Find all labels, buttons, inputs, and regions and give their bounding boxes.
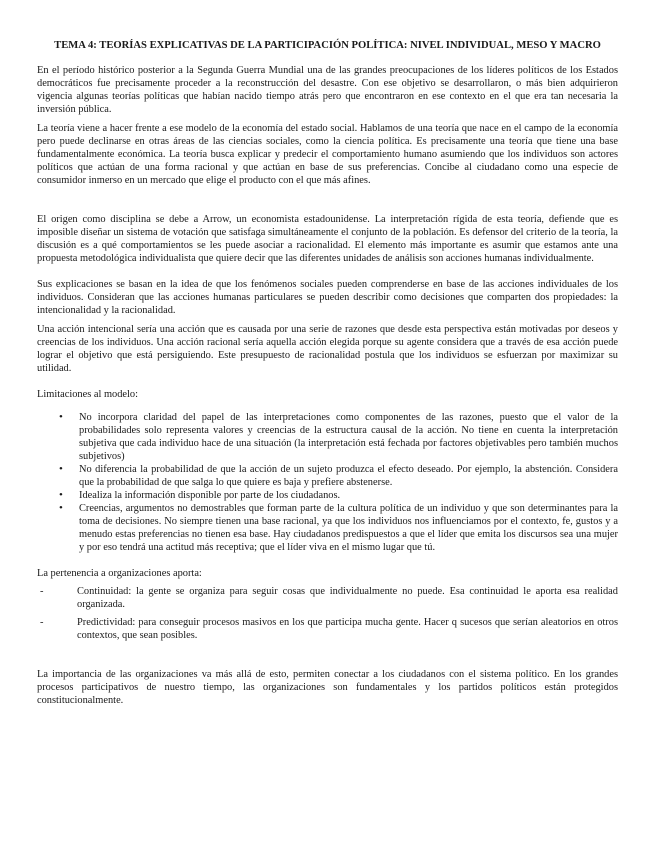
list-item: • Creencias, argumentos no demostrables que forman parte de la cultura política de un individuo y que son determinantes para la toma de decisiones. No siempre tienen una base racional, ya que los individuos nos influenciamos por el contexto, fe, gustos y a menudo estas preferencias no tienen esa base. Hay ciudadanos predispuestos a que el líder que emita los discursos sea una mujer y por eso tendrá una actitud más receptiva; que el líder viva en el mismo lugar que tú. xyxy=(37,502,618,554)
document-title: TEMA 4: TEORÍAS EXPLICATIVAS DE LA PARTICIPACIÓN POLÍTICA: NIVEL INDIVIDUAL, MESO Y MACRO xyxy=(54,40,601,51)
paragraph-arrow: El origen como disciplina se debe a Arrow, un economista estadounidense. La interpretación rígida de esta teoría, defiende que es imposible diseñar un sistema de votación que satisfaga simultáneamente el conjunto de la población. Es defensor del criterio de la teoría, la discusión es a qué comportamientos se les puede asociar a racionalidad. El elemento más importante es asumir que estamos ante una propuesta metodológica individualista que quiere decir que las diferentes unidades de análisis son acciones humanas individualmente. xyxy=(37,214,618,264)
list-item: • Idealiza la información disponible por parte de los ciudadanos. xyxy=(37,489,618,502)
organizations-heading: La pertenencia a organizaciones aporta: xyxy=(37,568,202,579)
paragraph-postwar: En el período histórico posterior a la Segunda Guerra Mundial una de las grandes preocupaciones de los líderes políticos de los Estados democráticos fue precisamente proceder a la reconstrucción del desastre. Con ese objetivo se desarrollaron, o más bien adquirieron vigencia algunas teorías políticas que habían nacido tiempo atrás pero que encontraron en ese contexto en el que era tan necesaria la inversión pública. xyxy=(37,65,618,115)
limitations-list xyxy=(37,411,618,554)
list-item: - Continuidad: la gente se organiza para seguir cosas que individualmente no puede. Esa continuidad le aporta esa realidad organizada. xyxy=(37,585,618,611)
organizations-list xyxy=(37,585,618,642)
paragraph-theory: La teoría viene a hacer frente a ese modelo de la economía del estado social. Hablamos de una teoría que nace en el campo de la economía pero puede declinarse en otras áreas de las ciencias sociales, como la ciencia política. Es precisamente una teoría que tiene una base fundamentalmente económica. La teoría busca explicar y predecir el comportamiento humano asumiendo que los individuos son actores políticos que actúan de una forma racional y que actúan en base de sus preferencias. Concibe al ciudadano como una especie de consumidor inmerso en un mercado que elige el producto con el que más afines. xyxy=(37,123,618,186)
list-item: • No incorpora claridad del papel de las interpretaciones como componentes de las razones, puesto que el valor de la probabilidades solo representa valores y creencias de la estructura causal de la acción. No tiene en cuenta la interpretación subjetiva que cada individuo hace de una situación (la interpretación está fechada por factores objetivables pero también muchos subjetivos) xyxy=(37,411,618,463)
paragraph-explanations: Sus explicaciones se basan en la idea de que los fenómenos sociales pueden comprenderse en base de las acciones individuales de los individuos. Consideran que las acciones humanas particulares se pueden describir como decisiones que comparten dos propiedades: la intencionalidad y la racionalidad. xyxy=(37,279,618,316)
list-item: - Predictividad: para conseguir procesos masivos en los que participa mucha gente. Hacer q sucesos que serían aleatorios en otros contextos, que sean posibles. xyxy=(37,616,618,642)
paragraph-intentional-action: Una acción intencional sería una acción que es causada por una serie de razones que desde esta perspectiva están motivadas por deseos y creencias de los individuos. Una acción racional sería aquella acción elegida porque su agente considera que a través de esa acción puede lograr el objetivo que está persiguiendo. Este presupuesto de racionalidad postula que los individuos se esfuerzan por maximizar su utilidad. xyxy=(37,324,618,374)
paragraph-closing: La importancia de las organizaciones va más allá de esto, permiten conectar a los ciudadanos con el sistema político. En los grandes procesos participativos de nuestro tiempo, las organizaciones son fundamentales y los partidos políticos están protegidos constitucionalmente. xyxy=(37,669,618,706)
limitations-heading: Limitaciones al modelo: xyxy=(37,389,138,400)
list-item: • No diferencia la probabilidad de que la acción de un sujeto produzca el efecto deseado. Por ejemplo, la abstención. Considera que la probabilidad de que salga lo que quiere es baja y prefiere abstenerse. xyxy=(37,463,618,489)
